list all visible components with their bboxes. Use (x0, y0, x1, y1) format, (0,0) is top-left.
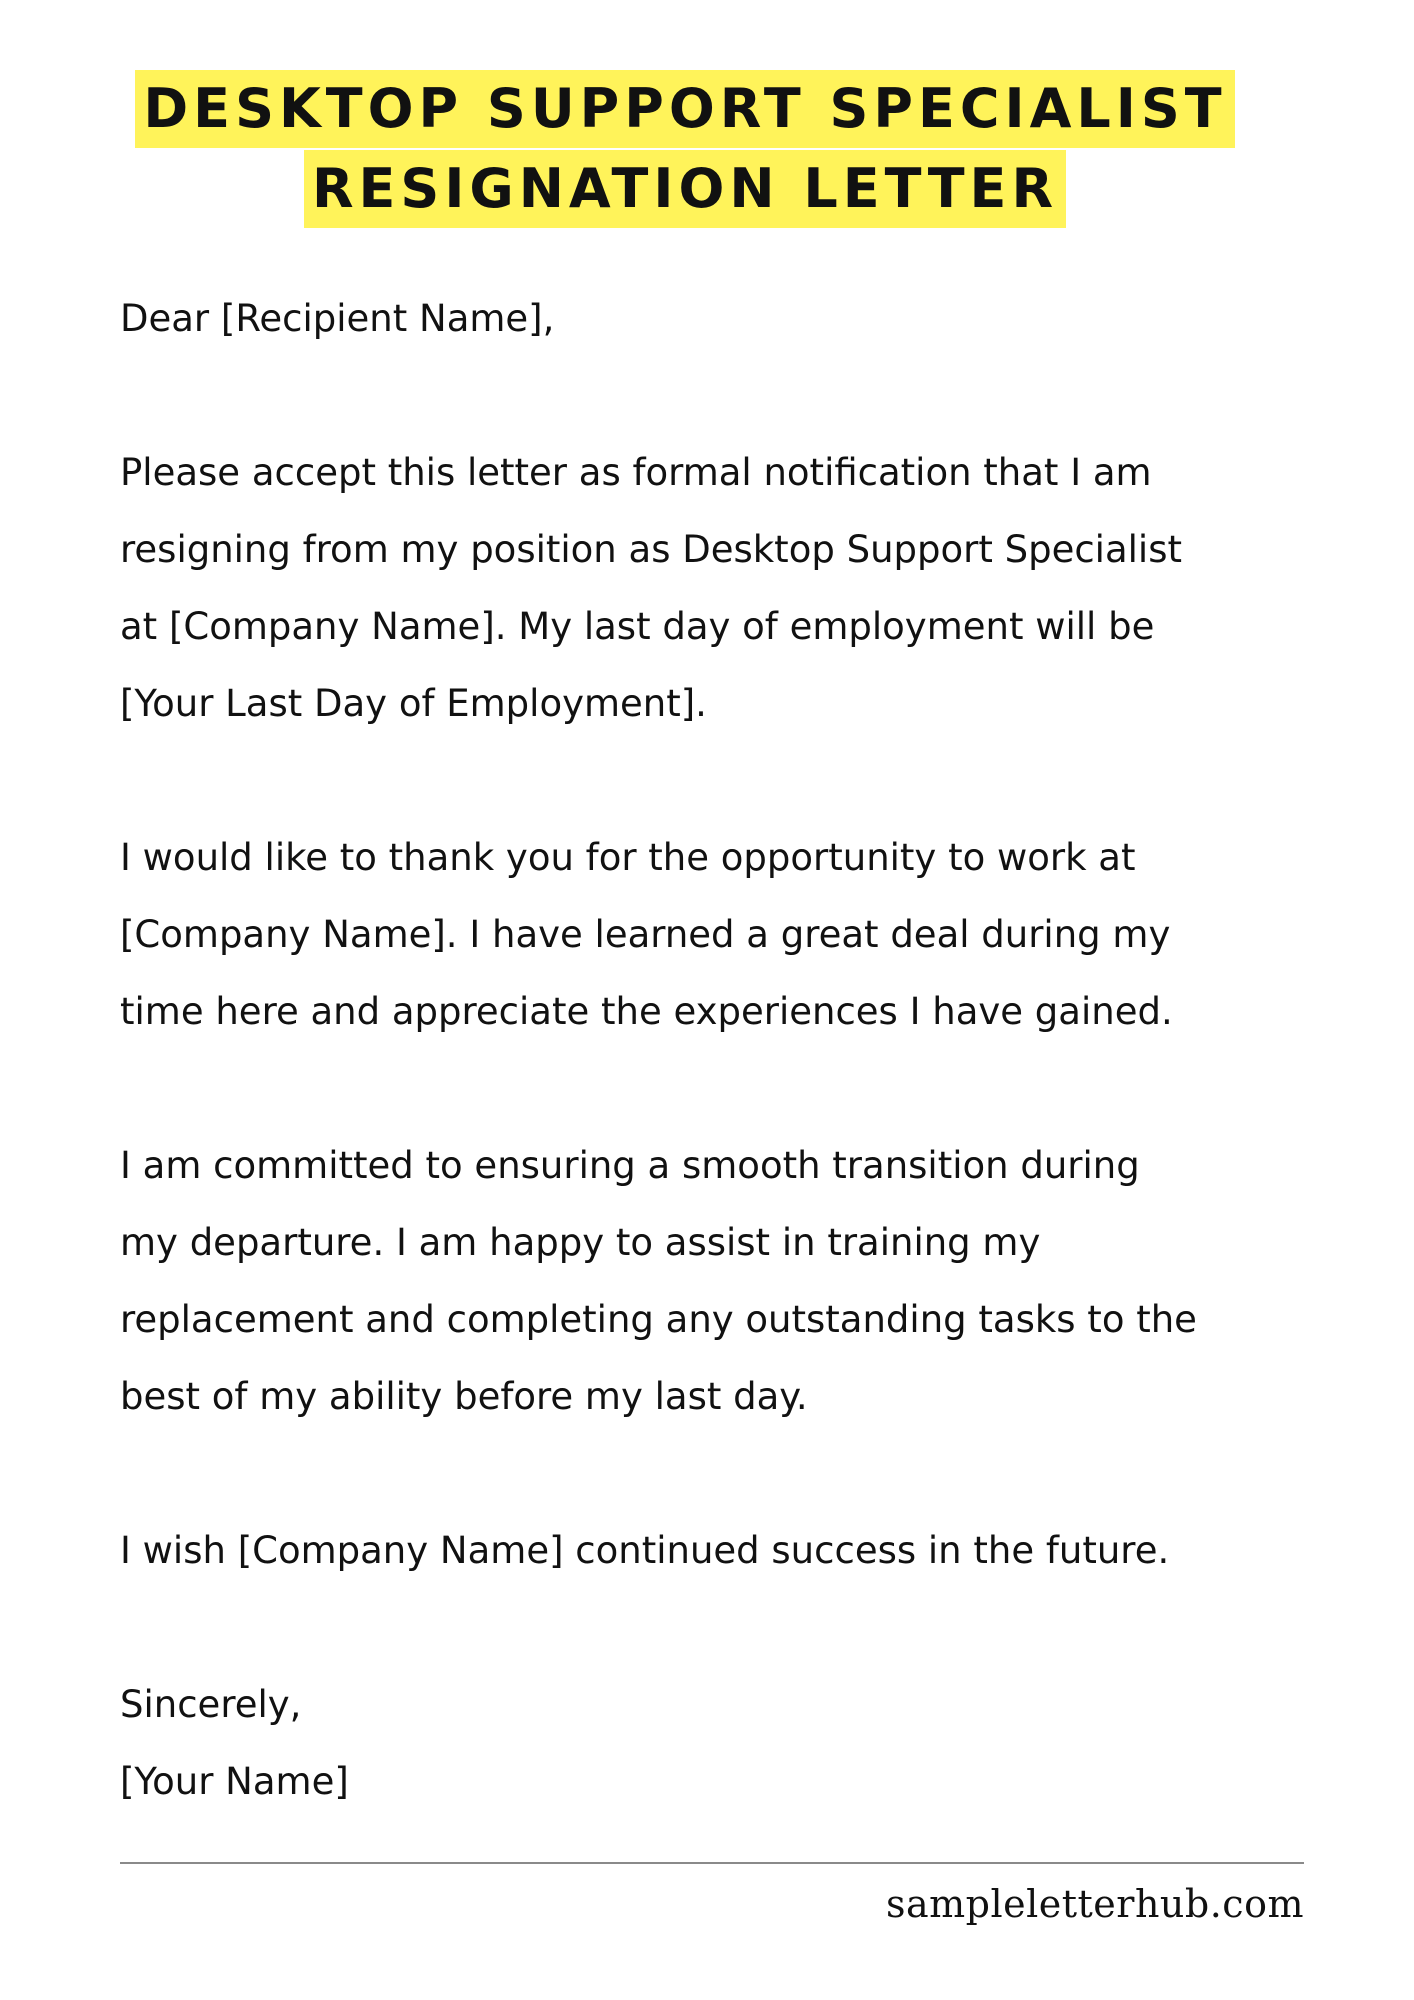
footer-divider (120, 1862, 1304, 1864)
signature-name: [Your Name] (120, 1760, 349, 1803)
signature-block (120, 1666, 1360, 1820)
paragraph-4 (120, 1512, 1360, 1589)
paragraph-3-line: my departure. I am happy to assist in training my (120, 1221, 1041, 1264)
salutation-text: Dear [Recipient Name], (120, 297, 555, 340)
title-line-1: DESKTOP SUPPORT SPECIALIST (135, 70, 1234, 148)
letter-body (120, 280, 1360, 1820)
paragraph-2-line: time here and appreciate the experiences I have gained. (120, 990, 1173, 1033)
paragraph-3-line: best of my ability before my last day. (120, 1375, 808, 1418)
paragraph-3 (120, 1127, 1360, 1435)
closing: Sincerely, (120, 1683, 302, 1726)
salutation (120, 280, 1360, 357)
paragraph-2-line: I would like to thank you for the opportunity to work at (120, 836, 1136, 879)
paragraph-1-line: resigning from my position as Desktop Support Specialist (120, 528, 1182, 571)
title-line-2: RESIGNATION LETTER (304, 150, 1066, 228)
paragraph-1-line: at [Company Name]. My last day of employment will be (120, 605, 1155, 648)
paragraph-1-line: Please accept this letter as formal notification that I am (120, 451, 1152, 494)
paragraph-1 (120, 434, 1360, 742)
paragraph-2-line: [Company Name]. I have learned a great deal during my (120, 913, 1171, 956)
page-title (0, 70, 1370, 230)
paragraph-2 (120, 819, 1360, 1050)
footer-site: sampleletterhub.com (885, 1882, 1304, 1926)
paragraph-3-line: I am committed to ensuring a smooth transition during (120, 1144, 1140, 1187)
paragraph-1-line: [Your Last Day of Employment]. (120, 682, 707, 725)
paragraph-4-line: I wish [Company Name] continued success in the future. (120, 1529, 1170, 1572)
paragraph-3-line: replacement and completing any outstanding tasks to the (120, 1298, 1197, 1341)
